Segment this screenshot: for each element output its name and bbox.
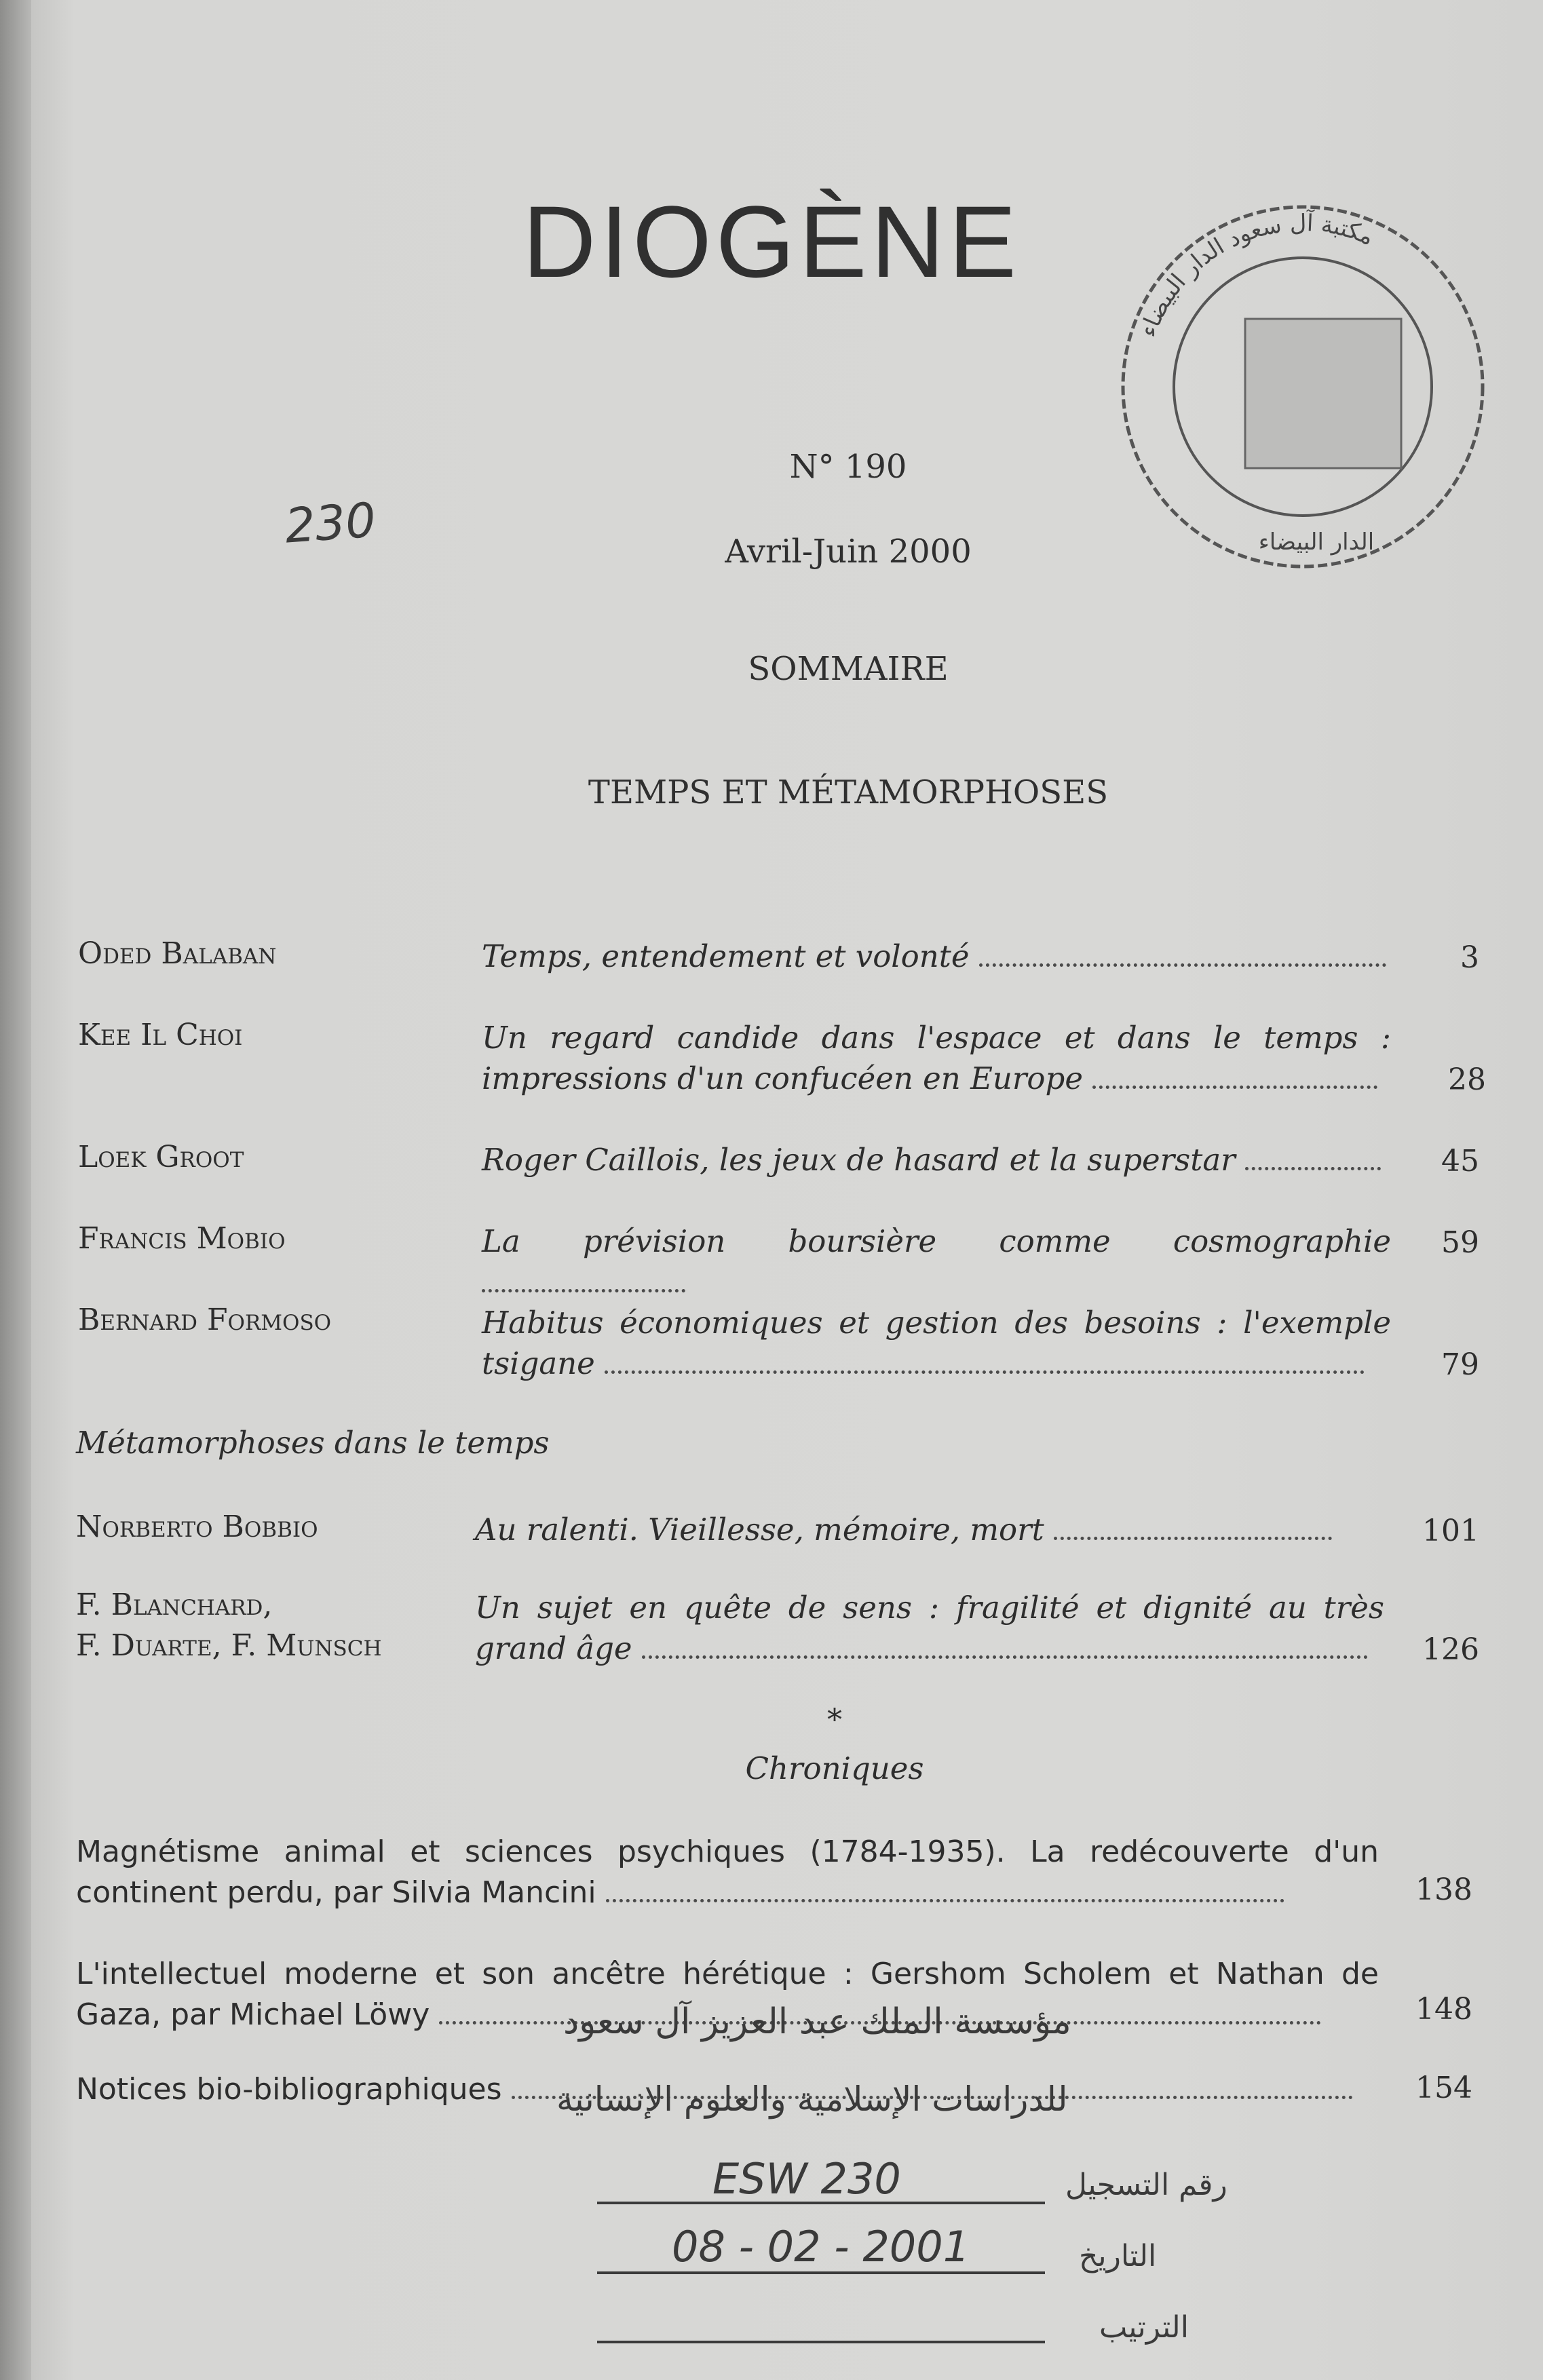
- article-title-text: Roger Caillois, les jeux de hasard et la superstar: [482, 1142, 1236, 1178]
- separator-asterisk: *: [827, 1703, 842, 1738]
- article-page: 126: [1422, 1632, 1479, 1667]
- issue-date: Avril-Juin 2000: [725, 533, 972, 571]
- article-page: 3: [1460, 940, 1479, 975]
- leader-dots: [606, 1892, 1284, 1902]
- leader-dots: [979, 957, 1386, 967]
- chronicle-page: 138: [1415, 1873, 1472, 1907]
- chronicle-text: Notices bio-bibliographiques: [76, 2072, 502, 2107]
- chronicle-page: 154: [1415, 2071, 1472, 2105]
- article-page: 59: [1441, 1225, 1479, 1260]
- article-title-text: La prévision boursière comme cosmographie: [482, 1223, 1391, 1259]
- article-title-text: Un regard candide dans l'espace et dans le temps : impressions d'un confucéen en Europe: [482, 1020, 1391, 1096]
- article-title-text: Temps, entendement et volonté: [482, 938, 970, 974]
- leader-dots: [1245, 1160, 1381, 1170]
- article-title: [482, 1018, 1391, 1099]
- date-line: [597, 2271, 1045, 2274]
- leader-dots: [642, 1649, 1368, 1659]
- journal-title: DIOGÈNE: [522, 185, 1021, 299]
- registration-date: 08 - 02 - 2001: [672, 2222, 970, 2271]
- theme-heading: TEMPS ET MÉTAMORPHOSES: [588, 773, 1109, 811]
- contents-heading: SOMMAIRE: [748, 650, 949, 688]
- date-label: التاريخ: [1079, 2239, 1157, 2273]
- leader-dots: [482, 1282, 685, 1292]
- subsection-heading: Métamorphoses dans le temps: [76, 1425, 550, 1461]
- chronicles-heading: Chroniques: [745, 1750, 924, 1786]
- leader-dots: [1054, 1530, 1332, 1540]
- stamp-emblem: [1245, 319, 1401, 468]
- library-stamp-line1: مؤسسة الملك عبد العزيز آل سعود: [563, 2001, 1071, 2042]
- article-title: [482, 1140, 1391, 1181]
- stamp-ring-text: مكتبة آل سعود الدار البيضاء: [1134, 209, 1378, 341]
- article-title: [482, 1303, 1391, 1384]
- article-page: 101: [1422, 1514, 1479, 1548]
- article-title-text: Un sujet en quête de sens : fragilité et dignité au très grand âge: [475, 1590, 1384, 1666]
- library-round-stamp: [1113, 183, 1493, 590]
- article-author: Norberto Bobbio: [76, 1510, 318, 1544]
- classification-line: [597, 2341, 1045, 2343]
- stamp-bottom-text: الدار البيضاء: [1258, 529, 1375, 556]
- article-title: [475, 1588, 1384, 1669]
- leader-dots: [605, 1364, 1365, 1374]
- article-author: Francis Mobio: [78, 1221, 286, 1256]
- classification-label: الترتيب: [1099, 2310, 1189, 2345]
- article-title: [475, 1510, 1384, 1550]
- article-title-text: Habitus économiques et gestion des besoins : l'exemple tsigane: [482, 1305, 1391, 1381]
- leader-dots: [1092, 1079, 1377, 1089]
- registration-number: ESW 230: [712, 2154, 901, 2204]
- article-page: 45: [1441, 1144, 1479, 1178]
- registration-line: [597, 2202, 1045, 2204]
- page-binding-edge: [0, 0, 31, 2380]
- article-author: F. Duarte, F. Munsch: [76, 1628, 382, 1663]
- article-title-text: Au ralenti. Vieillesse, mémoire, mort: [475, 1512, 1044, 1548]
- article-author: Bernard Formoso: [78, 1303, 332, 1337]
- article-author: Kee Il Choi: [78, 1018, 243, 1052]
- article-page: 79: [1441, 1347, 1479, 1382]
- chronicle-text: Magnétisme animal et sciences psychiques (1784-1935). La redécouverte d'un continent perdu, par Silvia Mancini: [76, 1835, 1379, 1910]
- chronicle-entry: [76, 1832, 1379, 1913]
- article-title: [482, 936, 1391, 977]
- issue-number: N° 190: [789, 448, 907, 486]
- library-stamp-line2: للدراسات الإسلامية والعلوم الإنسانية: [556, 2079, 1068, 2119]
- handwritten-number: 230: [283, 492, 378, 554]
- article-page: 28: [1448, 1062, 1486, 1097]
- article-title: [482, 1221, 1391, 1303]
- chronicle-text: L'intellectuel moderne et son ancêtre hérétique : Gershom Scholem et Nathan de Gaza, par Michael Löwy: [76, 1957, 1379, 2032]
- article-author: Oded Balaban: [78, 936, 277, 971]
- article-author: Loek Groot: [78, 1140, 244, 1174]
- chronicle-page: 148: [1415, 1992, 1472, 2027]
- article-author: F. Blanchard,: [76, 1588, 273, 1622]
- registration-label: رقم التسجيل: [1065, 2168, 1227, 2202]
